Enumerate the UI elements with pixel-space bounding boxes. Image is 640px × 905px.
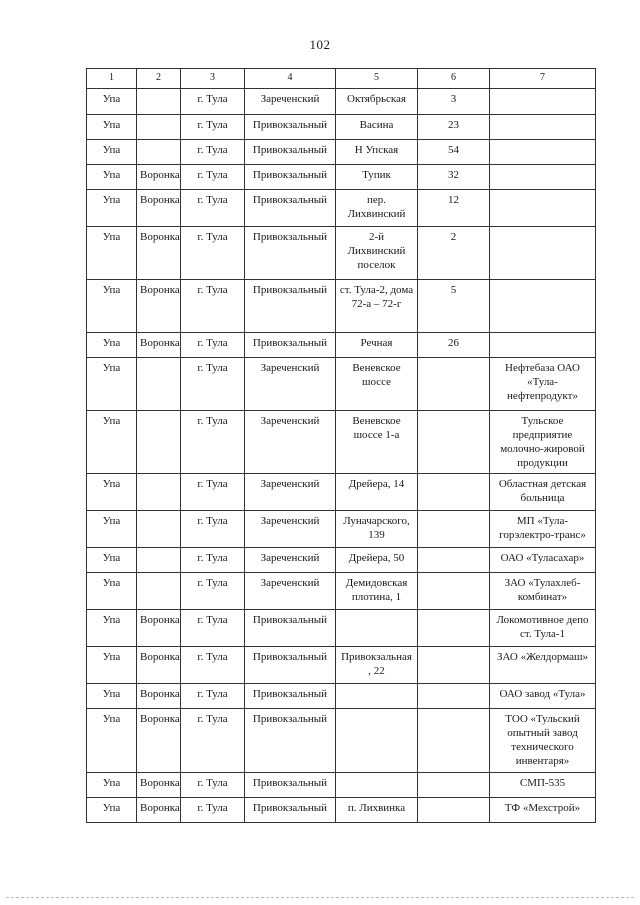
city-cell: г. Тула (181, 333, 245, 358)
district-cell: Привокзальный (245, 684, 336, 709)
column-header: 7 (490, 69, 596, 89)
river-cell: Упа (87, 773, 137, 798)
river-cell: Упа (87, 227, 137, 280)
city-cell: г. Тула (181, 140, 245, 165)
tributary-cell: Воронка (137, 610, 181, 647)
tributary-cell (137, 140, 181, 165)
table-row (87, 548, 596, 573)
organization-cell (490, 140, 596, 165)
address-cell: Тупик (336, 165, 418, 190)
table-row (87, 333, 596, 358)
organization-cell: Областная детская больница (490, 474, 596, 511)
tributary-cell: Воронка (137, 190, 181, 227)
column-header: 5 (336, 69, 418, 89)
tributary-cell (137, 573, 181, 610)
district-cell: Привокзальный (245, 190, 336, 227)
organization-cell (490, 165, 596, 190)
number-cell (418, 773, 490, 798)
address-cell: Веневское шоссе 1-а (336, 411, 418, 474)
tributary-cell (137, 474, 181, 511)
address-cell (336, 610, 418, 647)
organization-cell (490, 190, 596, 227)
scan-artifact-line (6, 897, 634, 899)
tributary-cell: Воронка (137, 647, 181, 684)
table-row (87, 610, 596, 647)
number-cell (418, 548, 490, 573)
number-cell: 23 (418, 115, 490, 140)
tributary-cell (137, 89, 181, 115)
organization-cell: Локомотивное депо ст. Тула-1 (490, 610, 596, 647)
table-row (87, 411, 596, 474)
column-header: 2 (137, 69, 181, 89)
city-cell: г. Тула (181, 165, 245, 190)
column-header: 4 (245, 69, 336, 89)
organization-cell: ОАО завод «Тула» (490, 684, 596, 709)
number-cell (418, 474, 490, 511)
organization-cell: Нефтебаза ОАО «Тула-нефтепродукт» (490, 358, 596, 411)
table-row (87, 227, 596, 280)
river-cell: Упа (87, 140, 137, 165)
address-cell: п. Лихвинка (336, 798, 418, 823)
registry-table (86, 68, 596, 823)
table-row (87, 511, 596, 548)
district-cell: Привокзальный (245, 227, 336, 280)
address-cell: Дрейера, 50 (336, 548, 418, 573)
district-cell: Привокзальный (245, 610, 336, 647)
table-row (87, 573, 596, 610)
organization-cell (490, 115, 596, 140)
table-row (87, 165, 596, 190)
table-row (87, 115, 596, 140)
table-row (87, 358, 596, 411)
table-row (87, 280, 596, 333)
number-cell (418, 511, 490, 548)
address-cell: пер. Лихвинский (336, 190, 418, 227)
organization-cell: ЗАО «Тулахлеб-комбинат» (490, 573, 596, 610)
tributary-cell (137, 511, 181, 548)
river-cell: Упа (87, 709, 137, 773)
column-header: 3 (181, 69, 245, 89)
organization-cell: Тульское предприятие молочно-жировой продукции (490, 411, 596, 474)
river-cell: Упа (87, 798, 137, 823)
address-cell (336, 684, 418, 709)
district-cell: Зареченский (245, 358, 336, 411)
number-cell (418, 610, 490, 647)
table-body (87, 89, 596, 823)
district-cell: Привокзальный (245, 709, 336, 773)
district-cell: Зареченский (245, 573, 336, 610)
organization-cell (490, 333, 596, 358)
address-cell: Н Упская (336, 140, 418, 165)
tributary-cell: Воронка (137, 798, 181, 823)
table-row (87, 140, 596, 165)
address-cell: Привокзальная , 22 (336, 647, 418, 684)
address-cell: Луначарского, 139 (336, 511, 418, 548)
city-cell: г. Тула (181, 511, 245, 548)
address-cell: Дрейера, 14 (336, 474, 418, 511)
river-cell: Упа (87, 548, 137, 573)
river-cell: Упа (87, 333, 137, 358)
city-cell: г. Тула (181, 610, 245, 647)
district-cell: Зареченский (245, 89, 336, 115)
number-cell: 54 (418, 140, 490, 165)
address-cell: 2-й Лихвинский поселок (336, 227, 418, 280)
number-cell: 26 (418, 333, 490, 358)
address-cell: Октябрьская (336, 89, 418, 115)
number-cell: 3 (418, 89, 490, 115)
district-cell: Привокзальный (245, 165, 336, 190)
river-cell: Упа (87, 610, 137, 647)
city-cell: г. Тула (181, 647, 245, 684)
tributary-cell (137, 115, 181, 140)
district-cell: Привокзальный (245, 115, 336, 140)
organization-cell (490, 227, 596, 280)
district-cell: Привокзальный (245, 647, 336, 684)
address-cell (336, 709, 418, 773)
city-cell: г. Тула (181, 573, 245, 610)
organization-cell (490, 280, 596, 333)
district-cell: Зареченский (245, 548, 336, 573)
city-cell: г. Тула (181, 474, 245, 511)
river-cell: Упа (87, 511, 137, 548)
table-row (87, 798, 596, 823)
tributary-cell (137, 411, 181, 474)
organization-cell: ОАО «Туласахар» (490, 548, 596, 573)
address-cell: Васина (336, 115, 418, 140)
river-cell: Упа (87, 280, 137, 333)
city-cell: г. Тула (181, 548, 245, 573)
table-row (87, 709, 596, 773)
river-cell: Упа (87, 647, 137, 684)
page-number: 102 (309, 37, 331, 52)
number-cell: 2 (418, 227, 490, 280)
city-cell: г. Тула (181, 709, 245, 773)
tributary-cell: Воронка (137, 227, 181, 280)
river-cell: Упа (87, 411, 137, 474)
address-cell: Веневское шоссе (336, 358, 418, 411)
district-cell: Привокзальный (245, 773, 336, 798)
number-cell (418, 684, 490, 709)
table-row (87, 684, 596, 709)
city-cell: г. Тула (181, 89, 245, 115)
city-cell: г. Тула (181, 411, 245, 474)
district-cell: Привокзальный (245, 280, 336, 333)
tributary-cell: Воронка (137, 684, 181, 709)
table-header (87, 69, 596, 89)
river-cell: Упа (87, 573, 137, 610)
tributary-cell: Воронка (137, 280, 181, 333)
city-cell: г. Тула (181, 684, 245, 709)
address-cell: Речная (336, 333, 418, 358)
table-row (87, 647, 596, 684)
address-cell (336, 773, 418, 798)
table-row (87, 89, 596, 115)
river-cell: Упа (87, 684, 137, 709)
district-cell: Привокзальный (245, 798, 336, 823)
district-cell: Зареченский (245, 474, 336, 511)
tributary-cell (137, 358, 181, 411)
organization-cell (490, 89, 596, 115)
city-cell: г. Тула (181, 115, 245, 140)
tributary-cell: Воронка (137, 773, 181, 798)
district-cell: Привокзальный (245, 140, 336, 165)
number-cell (418, 709, 490, 773)
river-cell: Упа (87, 358, 137, 411)
river-cell: Упа (87, 115, 137, 140)
address-cell: Демидовская плотина, 1 (336, 573, 418, 610)
city-cell: г. Тула (181, 798, 245, 823)
column-header: 1 (87, 69, 137, 89)
address-cell: ст. Тула-2, дома 72-а – 72-г (336, 280, 418, 333)
column-header: 6 (418, 69, 490, 89)
district-cell: Привокзальный (245, 333, 336, 358)
header-row (87, 69, 596, 89)
city-cell: г. Тула (181, 280, 245, 333)
city-cell: г. Тула (181, 227, 245, 280)
tributary-cell: Воронка (137, 165, 181, 190)
number-cell (418, 798, 490, 823)
table-row (87, 474, 596, 511)
tributary-cell: Воронка (137, 709, 181, 773)
organization-cell: СМП-535 (490, 773, 596, 798)
organization-cell: ЗАО «Желдормаш» (490, 647, 596, 684)
number-cell (418, 573, 490, 610)
organization-cell: ТОО «Тульский опытный завод технического инвентаря» (490, 709, 596, 773)
city-cell: г. Тула (181, 358, 245, 411)
tributary-cell: Воронка (137, 333, 181, 358)
city-cell: г. Тула (181, 773, 245, 798)
number-cell (418, 358, 490, 411)
district-cell: Зареченский (245, 511, 336, 548)
number-cell: 5 (418, 280, 490, 333)
number-cell (418, 647, 490, 684)
district-cell: Зареченский (245, 411, 336, 474)
river-cell: Упа (87, 89, 137, 115)
number-cell (418, 411, 490, 474)
table-row (87, 190, 596, 227)
table-row (87, 773, 596, 798)
river-cell: Упа (87, 190, 137, 227)
number-cell: 32 (418, 165, 490, 190)
city-cell: г. Тула (181, 190, 245, 227)
river-cell: Упа (87, 165, 137, 190)
river-cell: Упа (87, 474, 137, 511)
organization-cell: ТФ «Мехстрой» (490, 798, 596, 823)
number-cell: 12 (418, 190, 490, 227)
tributary-cell (137, 548, 181, 573)
organization-cell: МП «Тула-горэлектро-транс» (490, 511, 596, 548)
